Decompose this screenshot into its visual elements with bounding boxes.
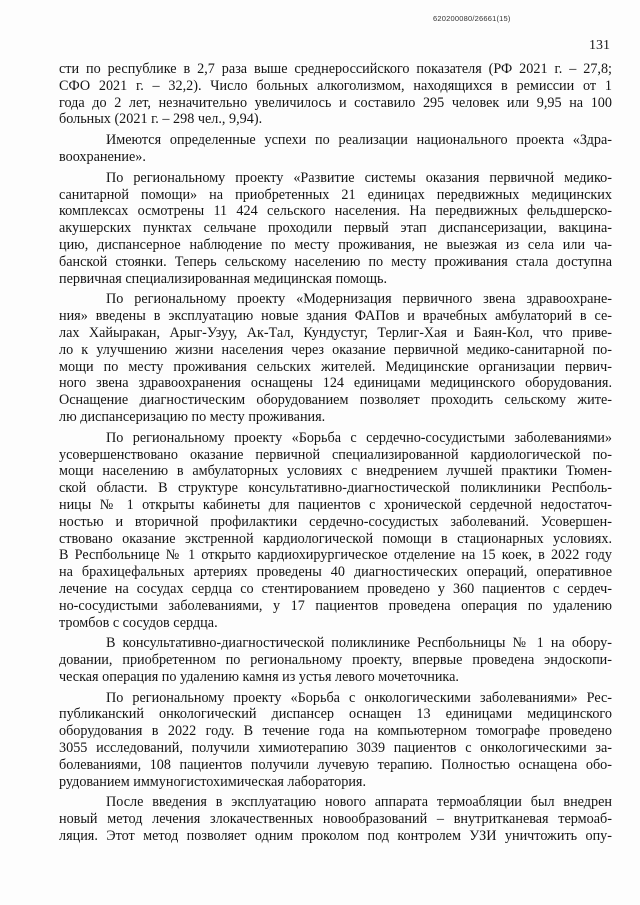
text-line: мощи населению в амбулаторных условиях с внедрением лучшей практики Тюмен-	[59, 463, 612, 480]
text-line: довании, приобретенном по региональному проекту, впервые проведена эндоскопи-	[59, 652, 612, 669]
paragraph-continuation	[0, 61, 640, 128]
text-line: оборудования в 2022 году. В течение года на компьютерном томографе проведено	[59, 723, 612, 740]
text-line: ния» введены в эксплуатацию новые здания ФАПов и врачебных амбулаторий в се-	[59, 308, 612, 325]
text-line: усовершенствовано оказание первичной специализированной кардиологической по-	[59, 446, 612, 463]
text-line: В консультативно-диагностической поликлинике Респбольницы № 1 на обору-	[106, 635, 612, 652]
paragraph-cardiovascular	[0, 430, 640, 632]
text-line: года до 2 лет, незначительно увеличилось и составило 295 человек или 9,95 на 100	[59, 94, 612, 111]
text-line: ческая операция по удалению камня из устья левого мочеточника.	[59, 668, 459, 685]
document-id: 620200080/26661(15)	[433, 14, 511, 23]
text-line: санитарной помощи» на приобретенных 21 единицах передвижных медицинских	[59, 186, 612, 203]
paragraph-primary-care	[0, 170, 640, 288]
paragraph-national-project	[0, 132, 640, 166]
page-number: 131	[589, 38, 610, 53]
body-text	[0, 61, 640, 845]
text-line: ного звена здравоохранения оснащены 124 единицами медицинского оборудования.	[59, 375, 612, 392]
text-line: По региональному проекту «Развитие системы оказания первичной медико-	[106, 169, 612, 186]
text-line: Оснащение диагностическим оборудованием позволяет проходить сельскому жите-	[59, 392, 612, 409]
text-line: В Респбольнице № 1 открыто кардиохирургическое отделение на 15 коек, в 2022 году	[59, 547, 612, 564]
paragraph-oncology	[0, 690, 640, 791]
text-line: публиканский онкологический диспансер оснащен 13 единицами медицинского	[59, 706, 612, 723]
text-line: По региональному проекту «Модернизация первичного звена здравоохране-	[106, 291, 612, 308]
text-line: на брахицефальных артериях проведены 40 диагностических операций, оперативное	[59, 564, 612, 581]
text-line: ской области. В структуре консультативно-диагностической поликлиники Респболь-	[59, 480, 612, 497]
text-line: ностью и вторичной профилактики сердечно-сосудистых заболеваний. Усовершен-	[59, 513, 612, 530]
text-line: мощи по месту проживания сельских жителей. Медицинские организации первич-	[59, 358, 612, 375]
text-line: лю диспансеризацию по месту проживания.	[59, 408, 326, 425]
text-line: ницы № 1 открыты кабинеты для пациентов с хронической сердечной недостаточ-	[59, 496, 612, 513]
text-line: банской стоянки. Теперь сельскому населению по месту проживания стала доступна	[59, 253, 612, 270]
text-line: первичная специализированная медицинская помощь.	[59, 270, 388, 287]
text-line: новый метод лечения злокачественных новообразований – внутритканевая термоаб-	[59, 811, 612, 828]
text-line: ло к улучшению жизни населения через оказание первичной медико-санитарной по-	[59, 341, 612, 358]
text-line: акушерских пунктах сельчане проходили первый этап диспансеризации, вакцина-	[59, 220, 612, 237]
text-line: По региональному проекту «Борьба с сердечно-сосудистыми заболеваниями»	[106, 429, 612, 446]
text-line: 3055 исследований, получили химиотерапию 3039 пациентов с онкологическими за-	[59, 740, 612, 757]
text-line: но-сосудистыми заболеваниями, у 17 пациентов проведена операция по удалению	[59, 597, 612, 614]
text-line: цию, диспансерное наблюдение по месту проживания, не выезжая из села или ча-	[59, 236, 612, 253]
text-line: комплексах осмотрены 11 424 сельского населения. На передвижных фельдшерско-	[59, 203, 612, 220]
text-line: лечение на сосудах сердца со стентированием проведено у 360 пациентов с сердеч-	[59, 580, 612, 597]
text-line: тромбов с сосудов сердца.	[59, 614, 218, 631]
paragraph-modernization	[0, 291, 640, 425]
text-line: ляция. Этот метод позволяет одним проколом под контролем УЗИ уничтожить опу-	[59, 828, 612, 845]
text-line: больных (2021 г. – 298 чел., 9,94).	[59, 111, 263, 128]
paragraph-endoscopy	[0, 635, 640, 685]
paragraph-thermoablation	[0, 794, 640, 844]
text-line: После введения в эксплуатацию нового аппарата термоабляции был внедрен	[106, 794, 612, 811]
text-line: рудованием иммуногистохимическая лаборатория.	[59, 773, 366, 790]
text-line: болеваниями, 108 пациентов получили лучевую терапию. Полностью оснащена обо-	[59, 756, 612, 773]
text-line: СФО 2021 г. – 32,2). Число больных алкоголизмом, находящихся в ремиссии от 1	[59, 77, 612, 94]
text-line: Имеются определенные успехи по реализации национального проекта «Здра-	[106, 132, 612, 149]
text-line: По региональному проекту «Борьба с онкологическими заболеваниями» Рес-	[106, 689, 612, 706]
text-line: воохранение».	[59, 148, 146, 165]
text-line: ствовано оказание экстренной кардиологической помощи в стационарных условиях.	[59, 530, 612, 547]
text-line: сти по республике в 2,7 раза выше среднероссийского показателя (РФ 2021 г. – 27,8;	[59, 61, 612, 77]
text-line: лах Хайыракан, Арыг-Узуу, Ак-Тал, Кундустуг, Терлиг-Хая и Баян-Кол, что приве-	[59, 324, 612, 341]
